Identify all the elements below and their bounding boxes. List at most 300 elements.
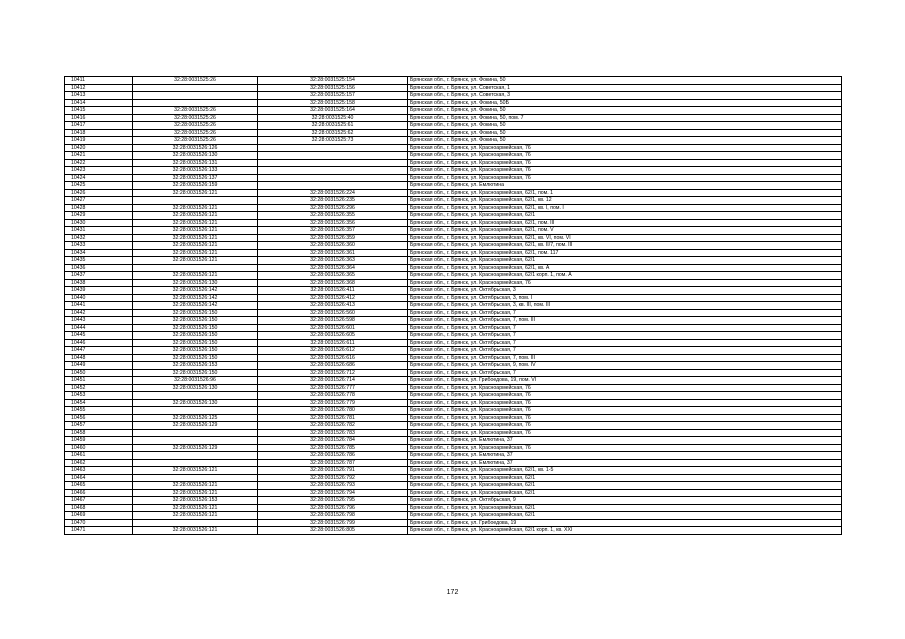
parcel-number-cell: 32:28:0031526:121 [133,189,258,197]
object-number-cell: 32:28:0031526:601 [258,324,408,332]
row-number-cell: 10455 [65,407,133,415]
row-number-cell: 10414 [65,99,133,107]
address-cell: Брянская обл., г. Брянск, ул. Фокина, 50 [408,137,842,145]
object-number-cell: 32:28:0031526:235 [258,197,408,205]
address-cell: Брянская обл., г. Брянск, ул. Октябрьская, 9 [408,497,842,505]
row-number-cell: 10412 [65,84,133,92]
table-row [65,474,842,482]
table-row [65,429,842,437]
object-number-cell: 32:28:0031526:224 [258,189,408,197]
address-cell: Брянская обл., г. Брянск, ул. Емлютина [408,182,842,190]
table-row [65,219,842,227]
parcel-number-cell: 32:28:0031526:121 [133,234,258,242]
object-number-cell: 32:28:0031526:361 [258,249,408,257]
row-number-cell: 10428 [65,204,133,212]
table-row [65,129,842,137]
table-row [65,257,842,265]
object-number-cell [258,182,408,190]
table-row [65,197,842,205]
row-number-cell: 10433 [65,242,133,250]
row-number-cell: 10418 [65,129,133,137]
object-number-cell: 32:28:0031526:778 [258,392,408,400]
row-number-cell: 10416 [65,114,133,122]
parcel-number-cell: 32:28:0031525:26 [133,137,258,145]
object-number-cell: 32:28:0031526:360 [258,242,408,250]
address-cell: Брянская обл., г. Брянск, ул. Красноармейская, 62/1, кв. VI, пом. VI [408,234,842,242]
table-row [65,324,842,332]
address-cell: Брянская обл., г. Брянск, ул. Фокина, 50 [408,107,842,115]
address-cell: Брянская обл., г. Брянск, ул. Грибоедова, 19 [408,519,842,527]
row-number-cell: 10431 [65,227,133,235]
address-cell: Брянская обл., г. Брянск, ул. Красноармейская, 62/1 [408,257,842,265]
row-number-cell: 10437 [65,272,133,280]
address-cell: Брянская обл., г. Брянск, ул. Красноармейская, 62/1 [408,489,842,497]
parcel-number-cell: 32:28:0031526:133 [133,167,258,175]
parcel-number-cell: 32:28:0031526:126 [133,144,258,152]
table-row [65,84,842,92]
address-cell: Брянская обл., г. Брянск, ул. Октябрьская, 3, пом. I [408,294,842,302]
table-row [65,489,842,497]
parcel-number-cell: 32:28:0031526:130 [133,152,258,160]
parcel-number-cell [133,519,258,527]
parcel-number-cell: 32:28:0031526:129 [133,422,258,430]
table-row [65,527,842,535]
table-row [65,519,842,527]
parcel-number-cell: 32:28:0031526:153 [133,497,258,505]
object-number-cell [258,167,408,175]
object-number-cell [258,144,408,152]
address-cell: Брянская обл., г. Брянск, ул. Советская, 3 [408,92,842,100]
object-number-cell: 32:28:0031526:781 [258,414,408,422]
row-number-cell: 10447 [65,347,133,355]
row-number-cell: 10426 [65,189,133,197]
table-row [65,92,842,100]
table-row [65,332,842,340]
table-row [65,317,842,325]
object-number-cell: 32:28:0031526:413 [258,302,408,310]
row-number-cell: 10466 [65,489,133,497]
row-number-cell: 10452 [65,384,133,392]
address-cell: Брянская обл., г. Брянск, ул. Октябрьская, 7, пом. III [408,354,842,362]
row-number-cell: 10468 [65,504,133,512]
address-cell: Брянская обл., г. Брянск, ул. Емлютина, 37 [408,459,842,467]
parcel-number-cell: 32:28:0031525:26 [133,129,258,137]
address-cell: Брянская обл., г. Брянск, ул. Красноармейская, 62/1, кв. 12 [408,197,842,205]
table-row [65,279,842,287]
parcel-number-cell: 32:28:0031526:121 [133,272,258,280]
object-number-cell: 32:28:0031526:368 [258,279,408,287]
object-number-cell: 32:28:0031526:785 [258,444,408,452]
row-number-cell: 10453 [65,392,133,400]
object-number-cell: 32:28:0031526:605 [258,332,408,340]
object-number-cell: 32:28:0031526:364 [258,264,408,272]
parcel-number-cell [133,99,258,107]
parcel-number-cell [133,437,258,445]
parcel-number-cell: 32:28:0031525:26 [133,114,258,122]
object-number-cell: 32:28:0031525:154 [258,77,408,85]
parcel-number-cell: 32:28:0031526:121 [133,504,258,512]
parcel-number-cell: 32:28:0031526:121 [133,212,258,220]
table-row [65,459,842,467]
table-row [65,152,842,160]
address-cell: Брянская обл., г. Брянск, ул. Красноармейская, 76 [408,422,842,430]
parcel-number-cell: 32:28:0031526:150 [133,309,258,317]
address-cell: Брянская обл., г. Брянск, ул. Красноармейская, 62/1 [408,474,842,482]
address-cell: Брянская обл., г. Брянск, ул. Фокина, 50 [408,122,842,130]
parcel-number-cell: 32:28:0031526:153 [133,362,258,370]
row-number-cell: 10422 [65,159,133,167]
row-number-cell: 10462 [65,459,133,467]
object-number-cell: 32:28:0031526:611 [258,339,408,347]
parcel-number-cell [133,429,258,437]
table-row [65,227,842,235]
address-cell: Брянская обл., г. Брянск, ул. Октябрьская, 7 [408,347,842,355]
table-row [65,144,842,152]
table-row [65,107,842,115]
table-row [65,309,842,317]
table-row [65,114,842,122]
address-cell: Брянская обл., г. Брянск, ул. Фокина, 50, пом. 7 [408,114,842,122]
parcel-number-cell: 32:28:0031526:121 [133,512,258,520]
address-cell: Брянская обл., г. Брянск, ул. Красноармейская, 76 [408,392,842,400]
row-number-cell: 10445 [65,332,133,340]
table-row [65,99,842,107]
table-row [65,204,842,212]
object-number-cell: 32:28:0031526:612 [258,347,408,355]
row-number-cell: 10459 [65,437,133,445]
parcel-number-cell [133,407,258,415]
table-row [65,407,842,415]
parcel-number-cell [133,197,258,205]
table-row [65,497,842,505]
table-row [65,482,842,490]
table-row [65,414,842,422]
row-number-cell: 10413 [65,92,133,100]
object-number-cell: 32:28:0031525:164 [258,107,408,115]
object-number-cell: 32:28:0031526:598 [258,317,408,325]
address-cell: Брянская обл., г. Брянск, ул. Красноармейская, 62/1 [408,504,842,512]
object-number-cell [258,174,408,182]
address-cell: Брянская обл., г. Брянск, ул. Красноармейская, 62/1, пом. V [408,227,842,235]
table-row [65,182,842,190]
table-row [65,122,842,130]
object-number-cell: 32:28:0031526:412 [258,294,408,302]
parcel-number-cell: 32:28:0031526:121 [133,227,258,235]
parcel-number-cell: 32:28:0031526:121 [133,527,258,535]
object-number-cell: 32:28:0031525:73 [258,137,408,145]
object-number-cell: 32:28:0031526:411 [258,287,408,295]
parcel-number-cell: 32:28:0031526:150 [133,354,258,362]
parcel-number-cell [133,392,258,400]
object-number-cell: 32:28:0031526:779 [258,399,408,407]
row-number-cell: 10435 [65,257,133,265]
table-row [65,347,842,355]
address-cell: Брянская обл., г. Брянск, ул. Красноармейская, 76 [408,167,842,175]
table-row [65,159,842,167]
table-row [65,369,842,377]
object-number-cell: 32:28:0031526:780 [258,407,408,415]
table-row [65,287,842,295]
row-number-cell: 10439 [65,287,133,295]
row-number-cell: 10424 [65,174,133,182]
row-number-cell: 10469 [65,512,133,520]
row-number-cell: 10463 [65,467,133,475]
object-number-cell: 32:28:0031525:40 [258,114,408,122]
parcel-number-cell: 32:28:0031526:159 [133,182,258,190]
address-cell: Брянская обл., г. Брянск, ул. Красноармейская, 76 [408,279,842,287]
address-cell: Брянская обл., г. Брянск, ул. Красноармейская, 62/1, кв. 1-5 [408,467,842,475]
object-number-cell: 32:28:0031526:560 [258,309,408,317]
parcel-number-cell: 32:28:0031526:142 [133,302,258,310]
row-number-cell: 10458 [65,429,133,437]
row-number-cell: 10438 [65,279,133,287]
object-number-cell: 32:28:0031526:783 [258,429,408,437]
address-cell: Брянская обл., г. Брянск, ул. Красноармейская, 62/1 [408,512,842,520]
address-cell: Брянская обл., г. Брянск, ул. Красноармейская, 76 [408,414,842,422]
address-cell: Брянская обл., г. Брянск, ул. Красноармейская, 76 [408,144,842,152]
address-cell: Брянская обл., г. Брянск, ул. Красноармейская, 62/1 [408,482,842,490]
row-number-cell: 10415 [65,107,133,115]
row-number-cell: 10450 [65,369,133,377]
row-number-cell: 10430 [65,219,133,227]
address-cell: Брянская обл., г. Брянск, ул. Красноармейская, 62/1 корп. 1, пом. А [408,272,842,280]
table-row [65,174,842,182]
row-number-cell: 10449 [65,362,133,370]
object-number-cell: 32:28:0031526:357 [258,227,408,235]
object-number-cell: 32:28:0031526:686 [258,362,408,370]
object-number-cell: 32:28:0031525:157 [258,92,408,100]
table-row [65,467,842,475]
object-number-cell: 32:28:0031526:786 [258,452,408,460]
row-number-cell: 10446 [65,339,133,347]
table-row [65,437,842,445]
table-row [65,422,842,430]
object-number-cell: 32:28:0031526:793 [258,482,408,490]
parcel-number-cell: 32:28:0031526:96 [133,377,258,385]
table-row [65,77,842,85]
object-number-cell: 32:28:0031526:712 [258,369,408,377]
table-row [65,399,842,407]
row-number-cell: 10442 [65,309,133,317]
parcel-number-cell [133,84,258,92]
object-number-cell: 32:28:0031526:798 [258,512,408,520]
parcel-number-cell [133,264,258,272]
table-row [65,392,842,400]
row-number-cell: 10443 [65,317,133,325]
address-cell: Брянская обл., г. Брянск, ул. Красноармейская, 62/1, пом. III [408,219,842,227]
table-row [65,294,842,302]
table-row [65,212,842,220]
parcel-number-cell: 32:28:0031526:121 [133,242,258,250]
parcel-number-cell: 32:28:0031526:137 [133,174,258,182]
row-number-cell: 10434 [65,249,133,257]
object-number-cell: 32:28:0031526:795 [258,497,408,505]
parcel-number-cell: 32:28:0031525:26 [133,77,258,85]
row-number-cell: 10464 [65,474,133,482]
page-number: 172 [446,589,459,596]
address-cell: Брянская обл., г. Брянск, ул. Красноармейская, 76 [408,429,842,437]
row-number-cell: 10457 [65,422,133,430]
address-cell: Брянская обл., г. Брянск, ул. Красноармейская, 76 [408,152,842,160]
address-cell: Брянская обл., г. Брянск, ул. Красноармейская, 76 [408,384,842,392]
table-row [65,377,842,385]
row-number-cell: 10465 [65,482,133,490]
object-number-cell: 32:28:0031526:296 [258,204,408,212]
object-number-cell: 32:28:0031526:796 [258,504,408,512]
object-number-cell: 32:28:0031526:365 [258,272,408,280]
parcel-number-cell: 32:28:0031526:150 [133,317,258,325]
object-number-cell: 32:28:0031525:156 [258,84,408,92]
row-number-cell: 10423 [65,167,133,175]
object-number-cell [258,152,408,160]
table-row [65,339,842,347]
parcel-number-cell: 32:28:0031526:131 [133,159,258,167]
address-cell: Брянская обл., г. Брянск, ул. Октябрьская, 3, кв. III, пом. III [408,302,842,310]
parcel-number-cell: 32:28:0031526:121 [133,219,258,227]
parcel-number-cell: 32:28:0031526:121 [133,467,258,475]
parcel-number-cell [133,474,258,482]
row-number-cell: 10436 [65,264,133,272]
address-cell: Брянская обл., г. Брянск, ул. Красноармейская, 62/1 корп. 1, кв. XXI [408,527,842,535]
row-number-cell: 10429 [65,212,133,220]
address-cell: Брянская обл., г. Брянск, ул. Октябрьская, 7 [408,309,842,317]
parcel-number-cell: 32:28:0031526:142 [133,287,258,295]
parcel-number-cell [133,452,258,460]
address-cell: Брянская обл., г. Брянск, ул. Грибоедова, 19, пом. VI [408,377,842,385]
address-cell: Брянская обл., г. Брянск, ул. Красноармейская, 76 [408,399,842,407]
object-number-cell: 32:28:0031526:805 [258,527,408,535]
parcel-number-cell: 32:28:0031526:130 [133,399,258,407]
row-number-cell: 10470 [65,519,133,527]
row-number-cell: 10460 [65,444,133,452]
address-cell: Брянская обл., г. Брянск, ул. Октябрьская, 7 [408,339,842,347]
row-number-cell: 10420 [65,144,133,152]
parcel-number-cell: 32:28:0031526:121 [133,489,258,497]
object-number-cell: 32:28:0031526:714 [258,377,408,385]
row-number-cell: 10427 [65,197,133,205]
table-row [65,234,842,242]
object-number-cell: 32:28:0031526:359 [258,234,408,242]
document-page [64,76,841,535]
address-cell: Брянская обл., г. Брянск, ул. Фокина, 50 [408,77,842,85]
parcel-number-cell [133,92,258,100]
row-number-cell: 10440 [65,294,133,302]
address-cell: Брянская обл., г. Брянск, ул. Октябрьская, 7 [408,324,842,332]
address-cell: Брянская обл., г. Брянск, ул. Октябрьская, 7 [408,332,842,340]
parcel-number-cell: 32:28:0031526:121 [133,482,258,490]
object-number-cell: 32:28:0031526:616 [258,354,408,362]
object-number-cell: 32:28:0031525:158 [258,99,408,107]
table-row [65,452,842,460]
row-number-cell: 10456 [65,414,133,422]
object-number-cell: 32:28:0031526:791 [258,467,408,475]
parcel-number-cell: 32:28:0031526:129 [133,444,258,452]
object-number-cell: 32:28:0031526:356 [258,219,408,227]
object-number-cell: 32:28:0031526:792 [258,474,408,482]
table-row [65,167,842,175]
row-number-cell: 10417 [65,122,133,130]
row-number-cell: 10471 [65,527,133,535]
address-cell: Брянская обл., г. Брянск, ул. Фокина, 50Б [408,99,842,107]
object-number-cell: 32:28:0031526:794 [258,489,408,497]
parcel-number-cell: 32:28:0031526:125 [133,414,258,422]
table-row [65,272,842,280]
row-number-cell: 10425 [65,182,133,190]
parcel-number-cell: 32:28:0031525:26 [133,122,258,130]
object-number-cell: 32:28:0031526:784 [258,437,408,445]
address-cell: Брянская обл., г. Брянск, ул. Красноармейская, 62/1, пом. 1 [408,189,842,197]
parcel-number-cell: 32:28:0031526:150 [133,347,258,355]
address-cell: Брянская обл., г. Брянск, ул. Красноармейская, 62/1, кв. А [408,264,842,272]
table-row [65,242,842,250]
object-number-cell [258,159,408,167]
object-number-cell: 32:28:0031526:799 [258,519,408,527]
object-number-cell: 32:28:0031525:61 [258,122,408,130]
address-cell: Брянская обл., г. Брянск, ул. Красноармейская, 76 [408,444,842,452]
object-number-cell: 32:28:0031526:777 [258,384,408,392]
parcel-number-cell: 32:28:0031526:121 [133,249,258,257]
parcel-number-cell: 32:28:0031525:26 [133,107,258,115]
parcel-number-cell: 32:28:0031526:150 [133,332,258,340]
object-number-cell: 32:28:0031525:62 [258,129,408,137]
parcel-number-cell: 32:28:0031526:121 [133,204,258,212]
table-row [65,384,842,392]
parcel-number-cell: 32:28:0031526:150 [133,339,258,347]
row-number-cell: 10454 [65,399,133,407]
parcel-number-cell: 32:28:0031526:130 [133,279,258,287]
row-number-cell: 10467 [65,497,133,505]
address-cell: Брянская обл., г. Брянск, ул. Фокина, 50 [408,129,842,137]
row-number-cell: 10421 [65,152,133,160]
row-number-cell: 10451 [65,377,133,385]
address-cell: Брянская обл., г. Брянск, ул. Октябрьская, 9, пом. IV [408,362,842,370]
table-row [65,362,842,370]
object-number-cell: 32:28:0031526:355 [258,212,408,220]
address-cell: Брянская обл., г. Брянск, ул. Емлютина, 37 [408,452,842,460]
object-number-cell: 32:28:0031526:363 [258,257,408,265]
row-number-cell: 10419 [65,137,133,145]
table-row [65,504,842,512]
cadastral-table [64,76,842,535]
row-number-cell: 10448 [65,354,133,362]
address-cell: Брянская обл., г. Брянск, ул. Октябрьская, 7, пом. III [408,317,842,325]
row-number-cell: 10432 [65,234,133,242]
address-cell: Брянская обл., г. Брянск, ул. Советская, 1 [408,84,842,92]
address-cell: Брянская обл., г. Брянск, ул. Красноармейская, 62/1, пом. 117 [408,249,842,257]
address-cell: Брянская обл., г. Брянск, ул. Красноармейская, 62/1, кв. I, пом. I [408,204,842,212]
address-cell: Брянская обл., г. Брянск, ул. Красноармейская, 76 [408,407,842,415]
address-cell: Брянская обл., г. Брянск, ул. Красноармейская, 62/1 [408,212,842,220]
address-cell: Брянская обл., г. Брянск, ул. Октябрьская, 3 [408,287,842,295]
parcel-number-cell: 32:28:0031526:150 [133,369,258,377]
table-row [65,354,842,362]
row-number-cell: 10461 [65,452,133,460]
row-number-cell: 10441 [65,302,133,310]
table-row [65,512,842,520]
table-row [65,189,842,197]
address-cell: Брянская обл., г. Брянск, ул. Красноармейская, 62/1, кв. II/7, пом. III [408,242,842,250]
address-cell: Брянская обл., г. Брянск, ул. Емлютина, 37 [408,437,842,445]
table-body [65,77,842,535]
parcel-number-cell: 32:28:0031526:130 [133,384,258,392]
parcel-number-cell: 32:28:0031526:150 [133,324,258,332]
table-row [65,444,842,452]
row-number-cell: 10411 [65,77,133,85]
address-cell: Брянская обл., г. Брянск, ул. Красноармейская, 76 [408,174,842,182]
address-cell: Брянская обл., г. Брянск, ул. Октябрьская, 7 [408,369,842,377]
table-row [65,137,842,145]
address-cell: Брянская обл., г. Брянск, ул. Красноармейская, 76 [408,159,842,167]
